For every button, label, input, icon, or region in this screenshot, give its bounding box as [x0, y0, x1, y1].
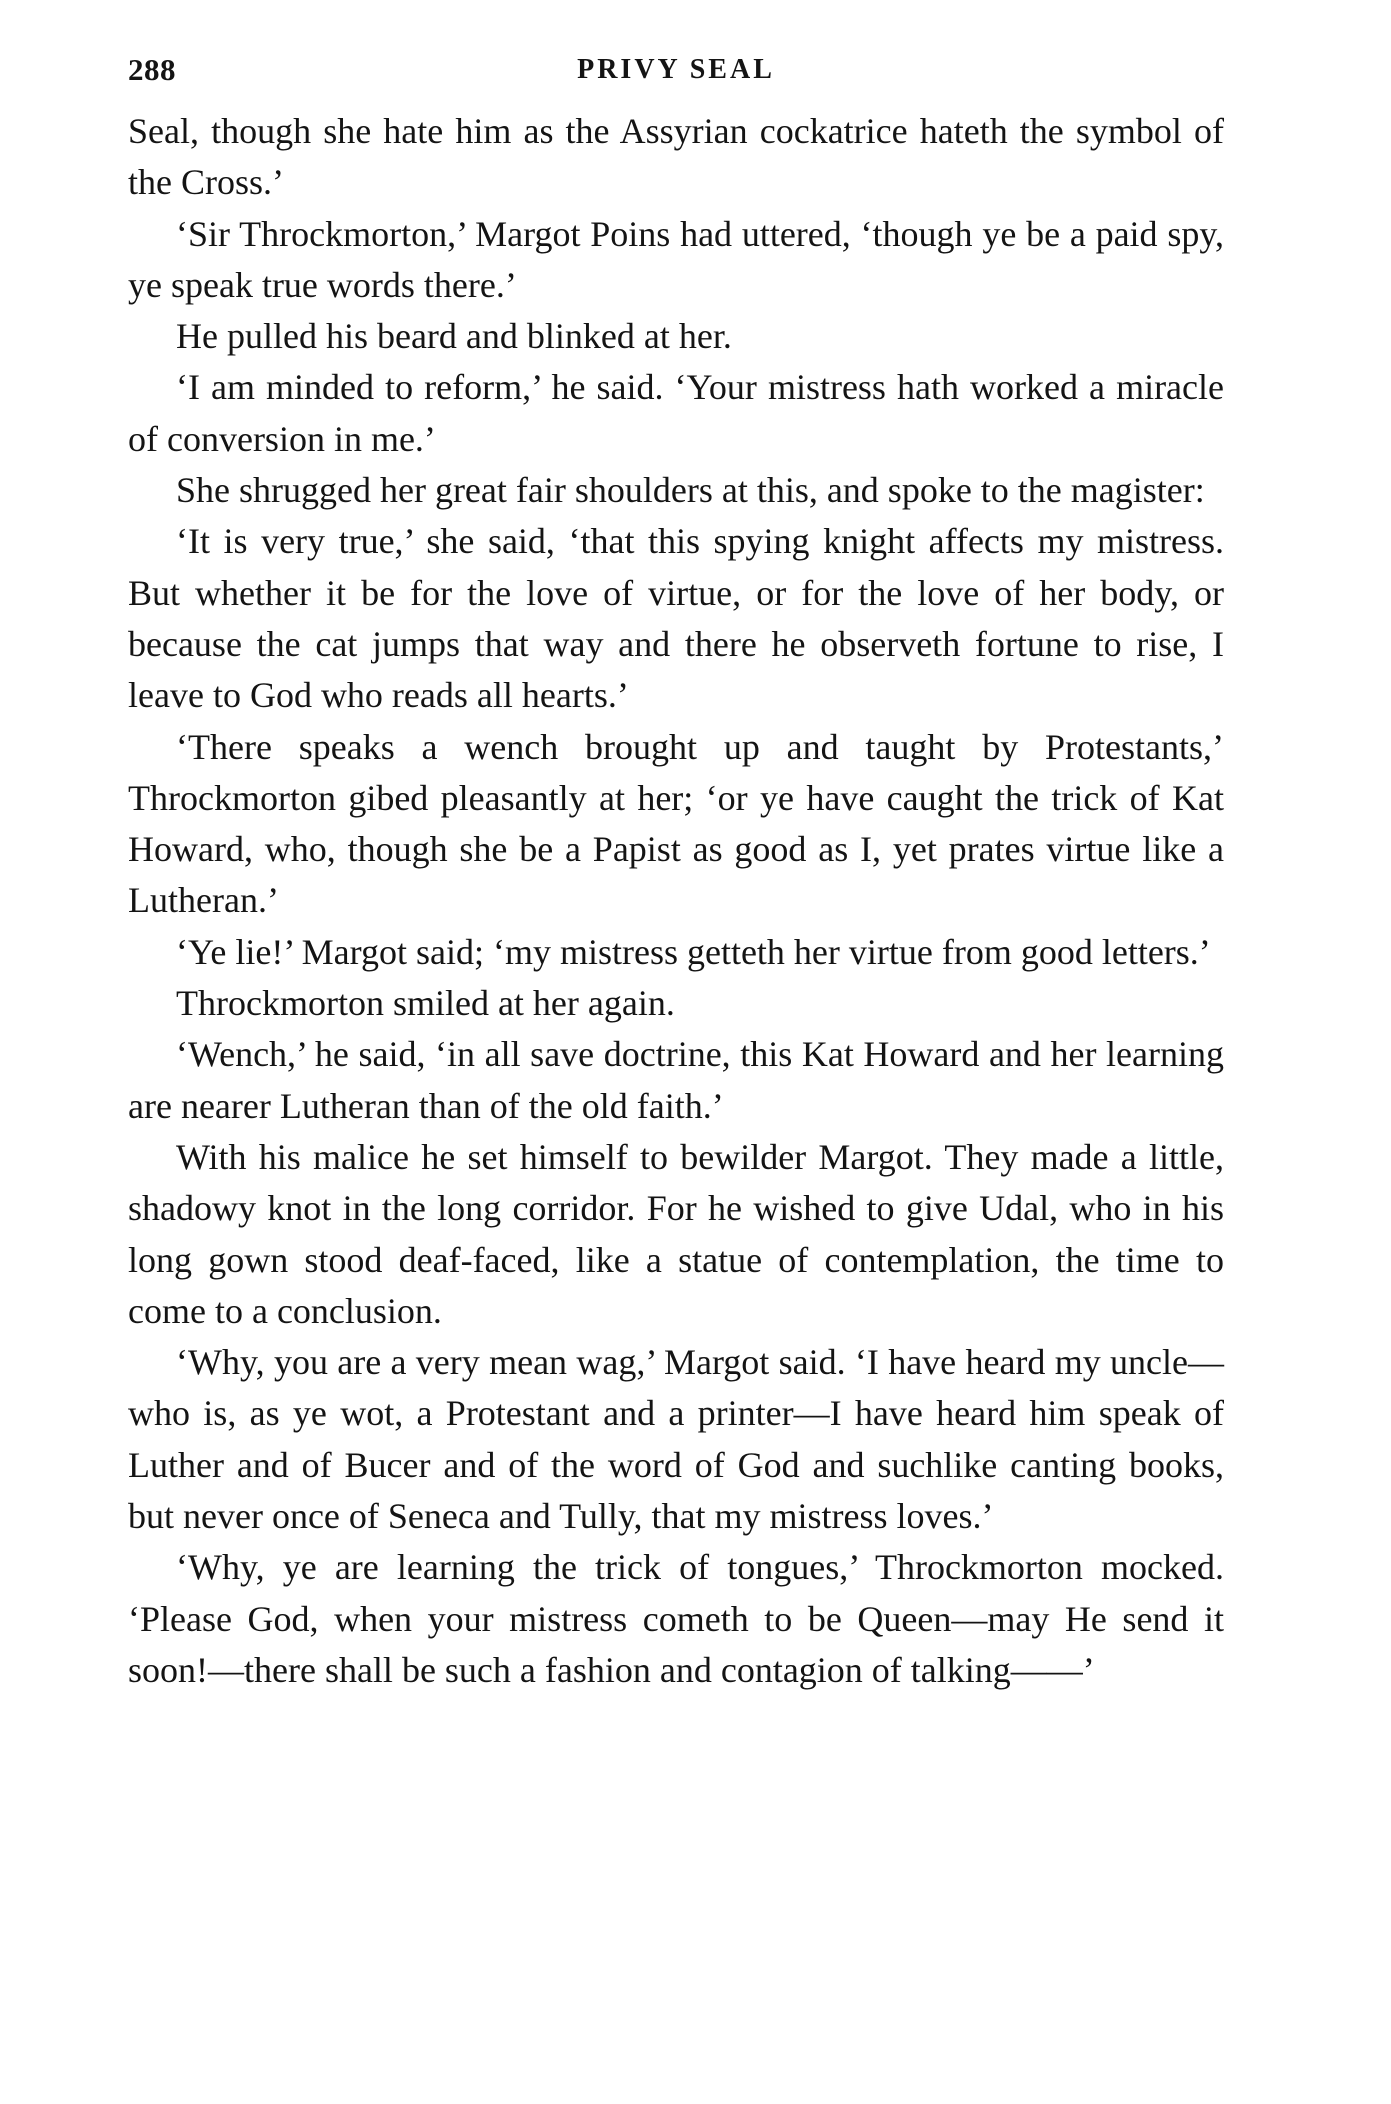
- paragraph: With his malice he set himself to bewilder Margot. They made a little, shadowy knot in the long corridor. For he wished to give Udal, who in his long gown stood deaf-faced, like a statue of contemplation, the time to come to a conclusion.: [128, 1136, 1224, 1331]
- paragraph-continued: Seal, though she hate him as the Assyrian cockatrice hateth the symbol of the Cross.’: [128, 111, 1224, 203]
- paragraph: ‘Why, you are a very mean wag,’ Margot said. ‘I have heard my uncle—who is, as ye wot, a Protestant and a printer—I have heard him speak of Luther and of Bucer and of the word of God and suchlike canting books, but never once of Seneca and Tully, that my mistress loves.’: [128, 1342, 1224, 1537]
- paragraph: ‘Why, ye are learning the trick of tongues,’ Throckmorton mocked. ‘Please God, when your mistress cometh to be Queen—may He send it soon!—there shall be such a fashion and contagion of talking——’: [128, 1547, 1224, 1690]
- running-title: PRIVY SEAL: [577, 54, 775, 85]
- paragraph: ‘Sir Throckmorton,’ Margot Poins had uttered, ‘though ye be a paid spy, ye speak true words there.’: [128, 213, 1224, 305]
- paragraph: Throckmorton smiled at her again.: [176, 983, 675, 1024]
- paragraph: She shrugged her great fair shoulders at this, and spoke to the magister:: [176, 470, 1205, 511]
- paragraph: ‘It is very true,’ she said, ‘that this spying knight affects my mistress. But whether it be for the love of virtue, or for the love of her body, or because the cat jumps that way and there he observeth fortune to rise, I leave to God who reads all hearts.’: [128, 521, 1224, 716]
- paragraph: ‘There speaks a wench brought up and taught by Protestants,’ Throckmorton gibed pleasantly at her; ‘or ye have caught the trick of Kat Howard, who, though she be a Papist as good as I, yet prates virtue like a Lutheran.’: [128, 726, 1224, 921]
- paragraph: ‘Ye lie!’ Margot said; ‘my mistress getteth her virtue from good letters.’: [176, 931, 1211, 972]
- page-number: 288: [128, 52, 176, 87]
- paragraph: ‘Wench,’ he said, ‘in all save doctrine, this Kat Howard and her learning are nearer Lutheran than of the old faith.’: [128, 1034, 1224, 1126]
- paragraph: ‘I am minded to reform,’ he said. ‘Your mistress hath worked a miracle of conversion in me.’: [128, 367, 1224, 459]
- book-page: [128, 44, 1224, 1696]
- running-head: [128, 44, 1224, 96]
- paragraph: He pulled his beard and blinked at her.: [176, 316, 732, 357]
- body-text: [128, 106, 1224, 1696]
